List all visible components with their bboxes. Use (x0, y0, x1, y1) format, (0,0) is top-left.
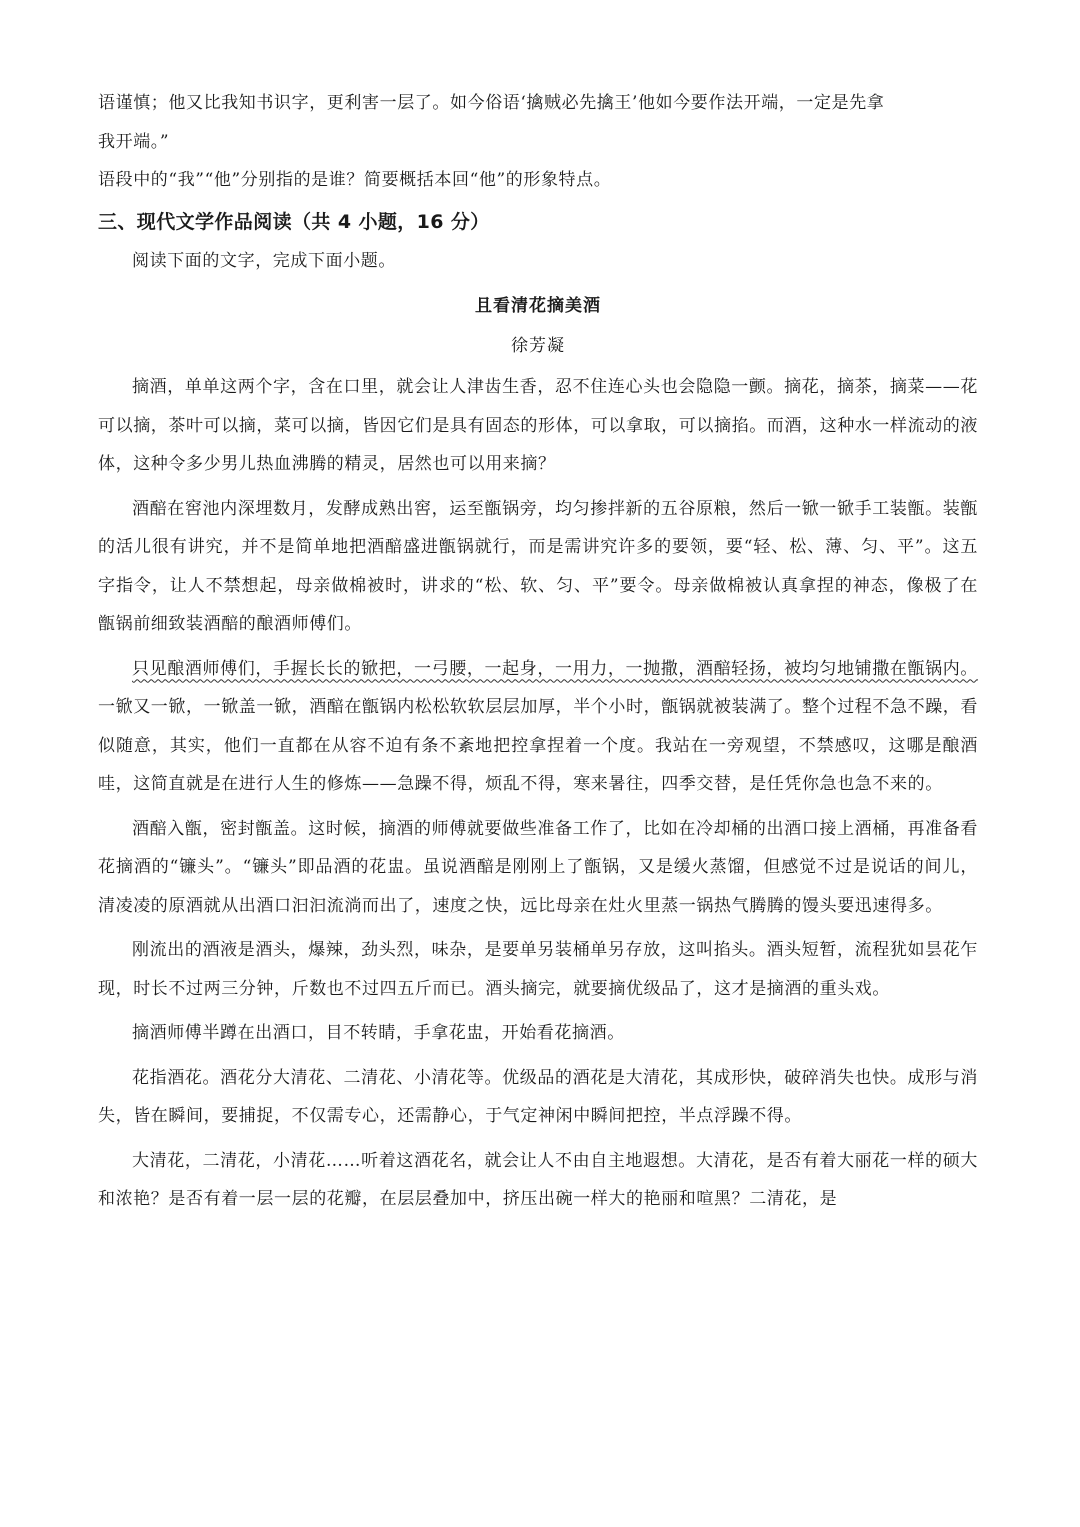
prev-question-line-1: 语谨慎；他又比我知书识字，更利害一层了。如今俗语‘擒贼必先擒王’他如今要作法开端，一定是先拿 (98, 93, 885, 113)
article-paragraph-4: 酒醅入甑，密封甑盖。这时候，摘酒的师傅就要做些准备工作了，比如在冷却桶的出酒口接上酒桶，再准备看花摘酒的“镰头”。“镰头”即品酒的花盅。虽说酒醅是刚刚上了甑锅，又是缓火蒸馏，但感觉不过是说话的间儿，清凌凌的原酒就从出酒口汩汩流淌而出了，速度之快，远比母亲在灶火里蒸一锅热气腾腾的馒头要迅速得多。 (98, 818, 978, 916)
article-title: 且看清花摘美酒 (475, 296, 601, 316)
prev-question-prompt: 语段中的“我”“他”分别指的是谁？简要概括本回“他”的形象特点。 (98, 170, 612, 190)
article-paragraph-8: 大清花，二清花，小清花……听着这酒花名，就会让人不由自主地遐想。大清花，是否有着大丽花一样的硕大和浓艳？是否有着一层一层的花瓣，在层层叠加中，挤压出碗一样大的艳丽和喧黑？二清花，是 (98, 1150, 978, 1209)
underlined-sentence: 只见酿酒师傅们，手握长长的锨把，一弓腰，一起身，一用力，一抛撒，酒醅轻扬，被均匀地铺撒在甑锅内。 (132, 658, 978, 679)
article-paragraph-6: 摘酒师傅半蹲在出酒口，目不转睛，手拿花盅，开始看花摘酒。 (132, 1023, 625, 1043)
article-paragraph-5: 刚流出的酒液是酒头，爆辣，劲头烈，味杂，是要单另装桶单另存放，这叫掐头。酒头短暂，流程犹如昙花乍现，时长不过两三分钟，斤数也不过四五斤而已。酒头摘完，就要摘优级品了，这才是摘酒的重头戏。 (98, 940, 978, 999)
paragraph-3-rest: 一锨又一锨，一锨盖一锨，酒醅在甑锅内松松软软层层加厚，半个小时，甑锅就被装满了。整个过程不急不躁，看似随意，其实，他们一直都在从容不迫有条不紊地把控拿捏着一个度。我站在一旁观望，不禁感叹，这哪是酿酒哇，这简直就是在进行人生的修炼——急躁不得，烦乱不得，寒来暑往，四季交替，是任凭你急也急不来的。 (98, 697, 978, 794)
prev-question-line-2: 我开端。” (98, 131, 170, 152)
article-paragraph-2: 酒醅在窖池内深埋数月，发酵成熟出窖，运至甑锅旁，均匀掺拌新的五谷原粮，然后一锨一锨手工装甑。装甑的活儿很有讲究，并不是简单地把酒醅盛进甑锅就行，而是需讲究许多的要领，要“轻、松、薄、匀、平”。这五字指令，让人不禁想起，母亲做棉被时，讲求的“松、软、匀、平”要令。母亲做棉被认真拿捏的神态，像极了在甑锅前细致装酒醅的酿酒师傅们。 (98, 498, 978, 634)
article-author: 徐芳凝 (511, 336, 565, 356)
document-page (98, 84, 978, 1219)
section-instruction: 阅读下面的文字，完成下面小题。 (132, 250, 396, 271)
article-paragraph-3 (98, 650, 978, 804)
article-paragraph-1: 摘酒，单单这两个字，含在口里，就会让人津齿生香，忍不住连心头也会隐隐一颤。摘花，摘茶，摘菜——花可以摘，茶叶可以摘，菜可以摘，皆因它们是具有固态的形体，可以拿取，可以摘掐。而酒，这种水一样流动的液体，这种令多少男儿热血沸腾的精灵，居然也可以用来摘？ (98, 377, 978, 474)
section-heading: 三、现代文学作品阅读（共 4 小题，16 分） (98, 210, 490, 233)
article-paragraph-7: 花指酒花。酒花分大清花、二清花、小清花等。优级品的酒花是大清花，其成形快，破碎消失也快。成形与消失，皆在瞬间，要捕捉，不仅需专心，还需静心，于气定神闲中瞬间把控，半点浮躁不得。 (98, 1067, 978, 1126)
